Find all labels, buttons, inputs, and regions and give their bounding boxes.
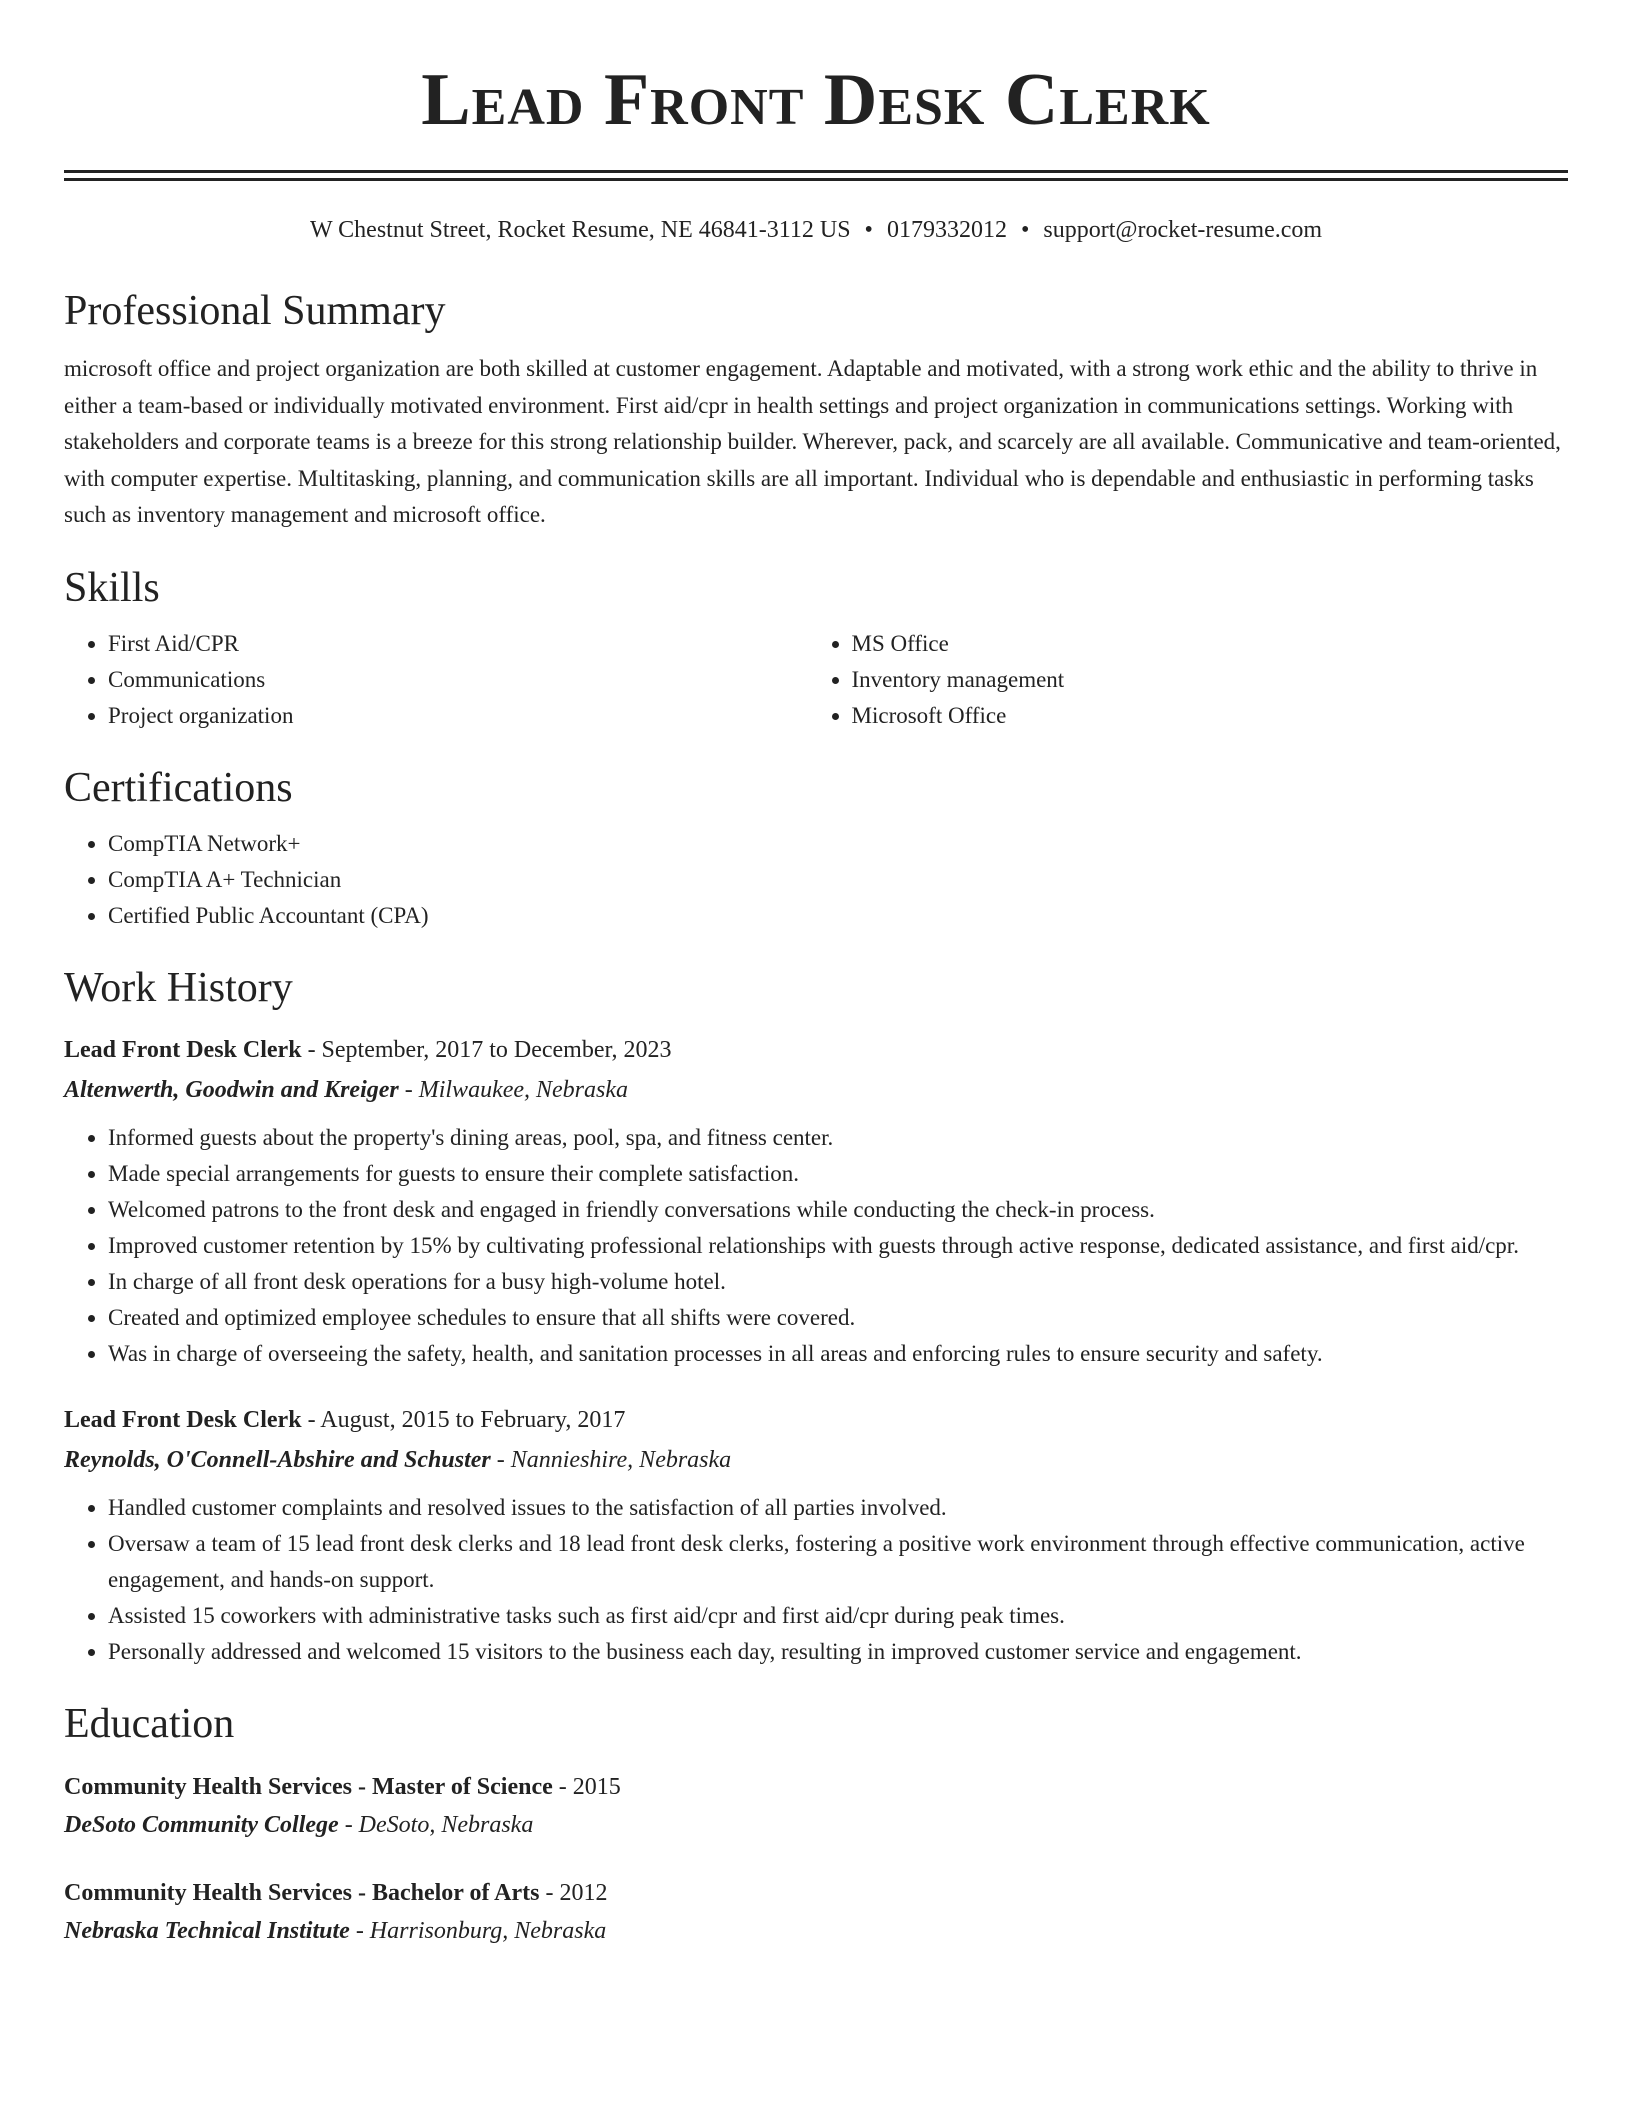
job-bullet: • Assisted 15 coworkers with administrative tasks such as first aid/cpr and first aid/cpr during peak times. [108, 1598, 1568, 1634]
job-location: - Milwaukee, Nebraska [404, 1076, 629, 1103]
job-title-line [64, 1400, 1568, 1440]
contact-separator: • [1020, 217, 1030, 243]
job-bullet: • Oversaw a team of 15 lead front desk clerks and 18 lead front desk clerks, fostering a positive work environment through effective communication, active engagement, and hands-on support. [108, 1526, 1568, 1598]
job-title-line [64, 1030, 1568, 1070]
education-degree-line [64, 1768, 1568, 1806]
education-degree: Community Health Services - Bachelor of Arts [64, 1879, 540, 1906]
job-bullet: • Created and optimized employee schedules to ensure that all shifts were covered. [108, 1300, 1568, 1336]
contact-separator: • [864, 217, 873, 243]
job-location: - Nannieshire, Nebraska [496, 1446, 732, 1473]
header-divider [64, 170, 1568, 181]
skill-item: • MS Office [852, 626, 1568, 662]
resume-name: Lead Front Desk Clerk [421, 59, 1211, 141]
job-company: Reynolds, O'Connell-Abshire and Schuster [64, 1446, 491, 1473]
job-bullet: • Improved customer retention by 15% by cultivating professional relationships with guests through active response, dedicated assistance, and first aid/cpr. [108, 1228, 1568, 1264]
education-entry [64, 1768, 1568, 1844]
skill-item: • Communications [108, 662, 808, 698]
certification-item: • Certified Public Accountant (CPA) [108, 898, 1568, 934]
skills-column-left [64, 626, 808, 734]
skills-heading: Skills [64, 564, 160, 611]
job-role: Lead Front Desk Clerk [64, 1406, 302, 1433]
job-bullet: • In charge of all front desk operations for a busy high-volume hotel. [108, 1264, 1568, 1300]
summary-text: microsoft office and project organization are both skilled at customer engagement. Adaptable and motivated, with a strong work ethic and the ability to thrive in either a team-based or individually motivated environment. First aid/cpr in health settings and project organization in communications settings. Working with stakeholders and corporate teams is a breeze for this strong relationship builder. Wherever, pack, and scarcely are all available. Communicative and team-oriented, with computer expertise. Multitasking, planning, and communication skills are all important. Individual who is dependable and enthusiastic in performing tasks such as inventory management and microsoft office. [64, 356, 1561, 527]
education-year: - 2012 [545, 1879, 608, 1906]
education-school-line [64, 1806, 1568, 1844]
job-entry [64, 1400, 1568, 1670]
skill-item: • Microsoft Office [852, 698, 1568, 734]
job-bullet: • Handled customer complaints and resolved issues to the satisfaction of all parties involved. [108, 1490, 1568, 1526]
contact-email: support@rocket-resume.com [1043, 217, 1323, 243]
work-history-heading: Work History [64, 964, 293, 1011]
job-company-line [64, 1070, 1568, 1110]
job-bullets [64, 1490, 1568, 1670]
certifications-list [64, 826, 1568, 934]
certification-item: • CompTIA A+ Technician [108, 862, 1568, 898]
skills-column-right [808, 626, 1568, 734]
job-bullet: • Personally addressed and welcomed 15 visitors to the business each day, resulting in improved customer service and engagement. [108, 1634, 1568, 1670]
skill-item: • First Aid/CPR [108, 626, 808, 662]
job-role: Lead Front Desk Clerk [64, 1036, 302, 1063]
education-year: - 2015 [558, 1773, 621, 1800]
education-school-line [64, 1912, 1568, 1950]
job-company: Altenwerth, Goodwin and Kreiger [64, 1076, 399, 1103]
job-bullet: • Welcomed patrons to the front desk and engaged in friendly conversations while conducting the check-in process. [108, 1192, 1568, 1228]
contact-address: W Chestnut Street, Rocket Resume, NE 46841-3112 US [309, 217, 851, 243]
job-dates: - September, 2017 to December, 2023 [307, 1036, 672, 1063]
education-entry [64, 1874, 1568, 1950]
job-entry [64, 1030, 1568, 1372]
summary-heading: Professional Summary [64, 288, 446, 334]
certifications-heading: Certifications [64, 764, 293, 811]
contact-line [64, 215, 1568, 245]
education-degree-line [64, 1874, 1568, 1912]
skill-item: • Inventory management [852, 662, 1568, 698]
job-bullet: • Made special arrangements for guests to ensure their complete satisfaction. [108, 1156, 1568, 1192]
skill-item: • Project organization [108, 698, 808, 734]
education-heading: Education [64, 1700, 235, 1747]
job-bullet: • Was in charge of overseeing the safety, health, and sanitation processes in all areas and enforcing rules to ensure security and safety. [108, 1336, 1568, 1372]
education-school: Nebraska Technical Institute [64, 1917, 350, 1944]
job-bullets [64, 1120, 1568, 1372]
contact-phone: 0179332012 [886, 217, 1007, 243]
job-dates: - August, 2015 to February, 2017 [307, 1406, 626, 1433]
education-degree: Community Health Services - Master of Science [64, 1773, 553, 1800]
education-location: - Harrisonburg, Nebraska [355, 1917, 607, 1944]
education-school: DeSoto Community College [64, 1811, 339, 1838]
job-company-line [64, 1440, 1568, 1480]
job-bullet: • Informed guests about the property's dining areas, pool, spa, and fitness center. [108, 1120, 1568, 1156]
skills-list [64, 626, 1568, 734]
certification-item: • CompTIA Network+ [108, 826, 1568, 862]
education-location: - DeSoto, Nebraska [344, 1811, 534, 1838]
